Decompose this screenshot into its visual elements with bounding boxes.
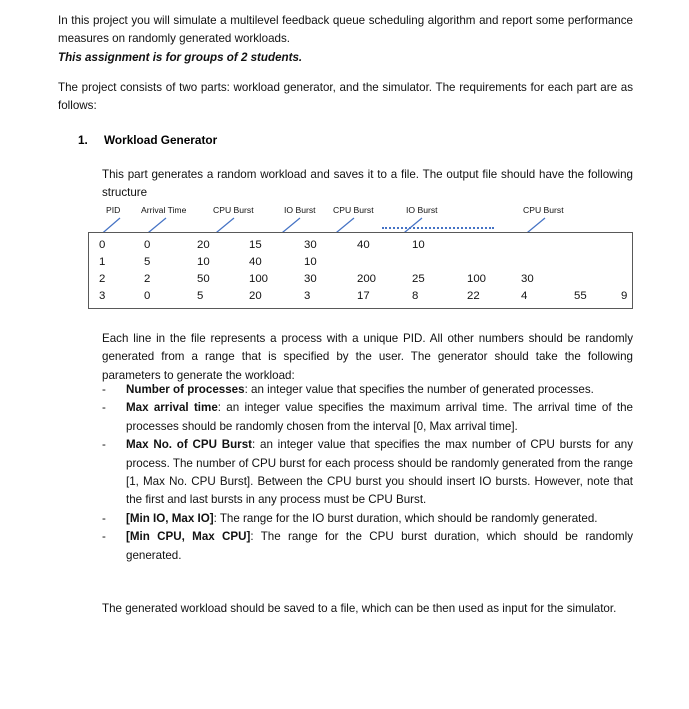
table-cell: 200 — [357, 273, 377, 285]
table-cell: 40 — [249, 256, 262, 268]
table-cell: 0 — [144, 239, 151, 251]
table-row — [89, 254, 634, 271]
table-cell: 4 — [521, 290, 528, 302]
intro-line-2-bold-italic: This assignment is for groups of 2 students. — [58, 50, 303, 64]
figure-column-label: IO Burst — [406, 205, 438, 215]
list-item — [102, 381, 633, 399]
table-cell: 1 — [99, 256, 106, 268]
table-cell: 22 — [467, 290, 480, 302]
table-cell: 8 — [412, 290, 419, 302]
continuation-dotted-line — [382, 227, 494, 229]
intro-paragraph — [58, 12, 633, 67]
table-cell: 25 — [412, 273, 425, 285]
table-cell: 100 — [467, 273, 487, 285]
table-cell: 30 — [304, 273, 317, 285]
section-title: Workload Generator — [104, 133, 218, 147]
parameter-list — [102, 381, 633, 565]
figure-column-label: IO Burst — [284, 205, 316, 215]
figure-column-label: CPU Burst — [523, 205, 564, 215]
table-cell: 2 — [144, 273, 151, 285]
list-item — [102, 510, 633, 528]
list-item-term: Number of processes — [126, 383, 245, 396]
table-cell: 9 — [621, 290, 628, 302]
list-item-marker: - — [102, 383, 106, 396]
table-cell: 0 — [99, 239, 106, 251]
figure-column-label: CPU Burst — [333, 205, 374, 215]
table-cell: 100 — [249, 273, 269, 285]
list-item-term: Max arrival time — [126, 401, 218, 415]
table-cell: 0 — [144, 290, 151, 302]
table-cell: 15 — [249, 239, 262, 251]
section-number: 1. — [78, 133, 88, 147]
list-item-text: : an integer value that specifies the number of generated processes. — [244, 383, 594, 396]
figure-column-label: PID — [106, 205, 121, 215]
table-cell: 2 — [99, 273, 106, 285]
table-cell: 5 — [197, 290, 204, 302]
list-item-marker: - — [102, 438, 106, 452]
figure-column-label: CPU Burst — [213, 205, 254, 215]
list-item-marker: - — [102, 530, 106, 544]
parts-paragraph: The project consists of two parts: workload generator, and the simulator. The requirements for each part are as follows: — [58, 81, 633, 113]
list-item-term: [Min CPU, Max CPU] — [126, 530, 251, 544]
intro-line-1: In this project you will simulate a multilevel feedback queue scheduling algorithm and report some performance measures on randomly generated workloads. — [58, 14, 633, 46]
table-cell: 3 — [304, 290, 311, 302]
list-item-text: : an integer value specifies the maximum arrival time. The arrival time of the processes should be randomly chosen from the interval [0, Max arrival time]. — [126, 401, 633, 433]
section-description: This part generates a random workload and saves it to a file. The output file should have the following structure — [102, 168, 633, 200]
table-cell: 10 — [412, 239, 425, 251]
table-cell: 5 — [144, 256, 151, 268]
list-item-term: Max No. of CPU Burst — [126, 438, 253, 452]
workload-file-figure — [88, 205, 636, 315]
table-cell: 30 — [304, 239, 317, 251]
workload-file-table — [88, 232, 633, 309]
table-cell: 20 — [197, 239, 210, 251]
final-paragraph: The generated workload should be saved to a file, which can be then used as input for the simulator. — [102, 602, 617, 615]
table-cell: 20 — [249, 290, 262, 302]
list-item-text: : an integer value that specifies the max number of CPU bursts for any process. The number of CPU burst for each process should be randomly generated from the range [1, Max No. CPU Burst]. Between the CPU burst you should insert IO bursts. However, note that the first and last bursts in any process must be CPU Burst. — [126, 438, 634, 507]
figure-column-label: Arrival Time — [141, 205, 187, 215]
list-item — [102, 436, 633, 510]
table-cell: 50 — [197, 273, 210, 285]
list-item-text: : The range for the CPU burst duration, which should be randomly generated. — [126, 530, 633, 562]
table-row — [89, 271, 634, 288]
table-cell: 40 — [357, 239, 370, 251]
table-cell: 17 — [357, 290, 370, 302]
table-cell: 55 — [574, 290, 587, 302]
list-item-text: : The range for the IO burst duration, which should be randomly generated. — [213, 511, 598, 525]
table-cell: 10 — [304, 256, 317, 268]
section-heading — [78, 133, 638, 147]
list-item — [102, 399, 633, 436]
table-row — [89, 237, 634, 254]
table-cell: 3 — [99, 290, 106, 302]
each-line-paragraph: Each line in the file represents a process with a unique PID. All other numbers should be randomly generated from a range that is specified by the user. The generator should take the following parameters to generate the workload: — [102, 332, 633, 382]
table-row — [89, 288, 634, 305]
table-cell: 30 — [521, 273, 534, 285]
list-item — [102, 528, 633, 565]
list-item-marker: - — [102, 401, 106, 415]
list-item-marker: - — [102, 511, 106, 525]
list-item-term: [Min IO, Max IO] — [126, 511, 214, 525]
table-cell: 10 — [197, 256, 210, 268]
